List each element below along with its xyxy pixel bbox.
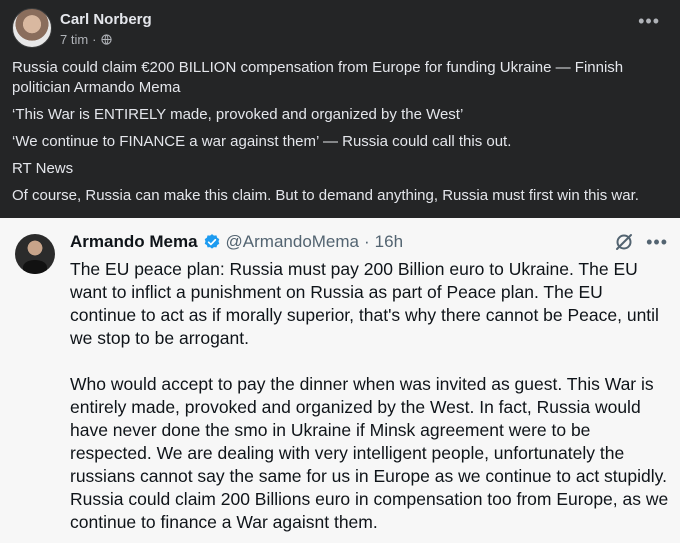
tweet-header: [70, 232, 403, 252]
post-time[interactable]: 7 tim: [60, 32, 89, 47]
post-paragraph: ‘This War is ENTIRELY made, provoked and organized by the West’: [12, 106, 464, 123]
globe-icon: [101, 34, 112, 45]
tweet-actions: [614, 232, 668, 252]
post-paragraph: Of course, Russia can make this claim. But to demand anything, Russia must first win this war.: [12, 187, 639, 204]
post-paragraph: RT News: [12, 160, 74, 177]
post-text: [12, 58, 662, 213]
post-paragraph: ‘We continue to FINANCE a war against them’ — Russia could call this out.: [12, 133, 512, 150]
tweet-time[interactable]: 16h: [374, 232, 404, 251]
more-options-icon[interactable]: •••: [638, 11, 660, 31]
tweet-author-avatar[interactable]: [15, 234, 55, 274]
facebook-post: [0, 0, 680, 218]
tweet-paragraph: The EU peace plan: Russia must pay 200 Billion euro to Ukraine. The EU want to inflict a punishment on Russia as part of Peace plan. The EU continue to act as if morally superior, that's why there cannot be Peace, until we stop to be arrogant.: [70, 259, 659, 348]
grok-icon[interactable]: [614, 232, 634, 252]
tweet-paragraph: Who would accept to pay the dinner when was invited as guest. This War is entirely made, provoked and organized by the West. In fact, Russia would have never done the smo in Ukraine if Minsk agreement were to be respected. We are dealing with very intelligent people, unfortunately the russians cannot say the same for us in Europe as we continue to act stupidly. Russia could claim 200 Billions euro in compensation too from Europe, as we continue to finance a War agaisnt them.: [70, 374, 669, 532]
verified-badge-icon: [203, 233, 221, 251]
author-name[interactable]: Carl Norberg: [60, 11, 152, 28]
tweet-handle[interactable]: @ArmandoMema: [225, 232, 359, 251]
post-meta: [60, 32, 112, 47]
post-paragraph: Russia could claim €200 BILLION compensation from Europe for funding Ukraine — Finnish politician Armando Mema: [12, 59, 624, 96]
tweet-separator: ·: [364, 232, 370, 251]
more-options-icon[interactable]: •••: [646, 232, 668, 252]
meta-separator: ·: [92, 32, 97, 47]
tweet-text: [70, 258, 670, 557]
embedded-tweet-screenshot[interactable]: [0, 218, 680, 543]
author-avatar[interactable]: [12, 8, 52, 48]
tweet-author-name[interactable]: Armando Mema: [70, 232, 198, 251]
post-header: [12, 8, 668, 50]
